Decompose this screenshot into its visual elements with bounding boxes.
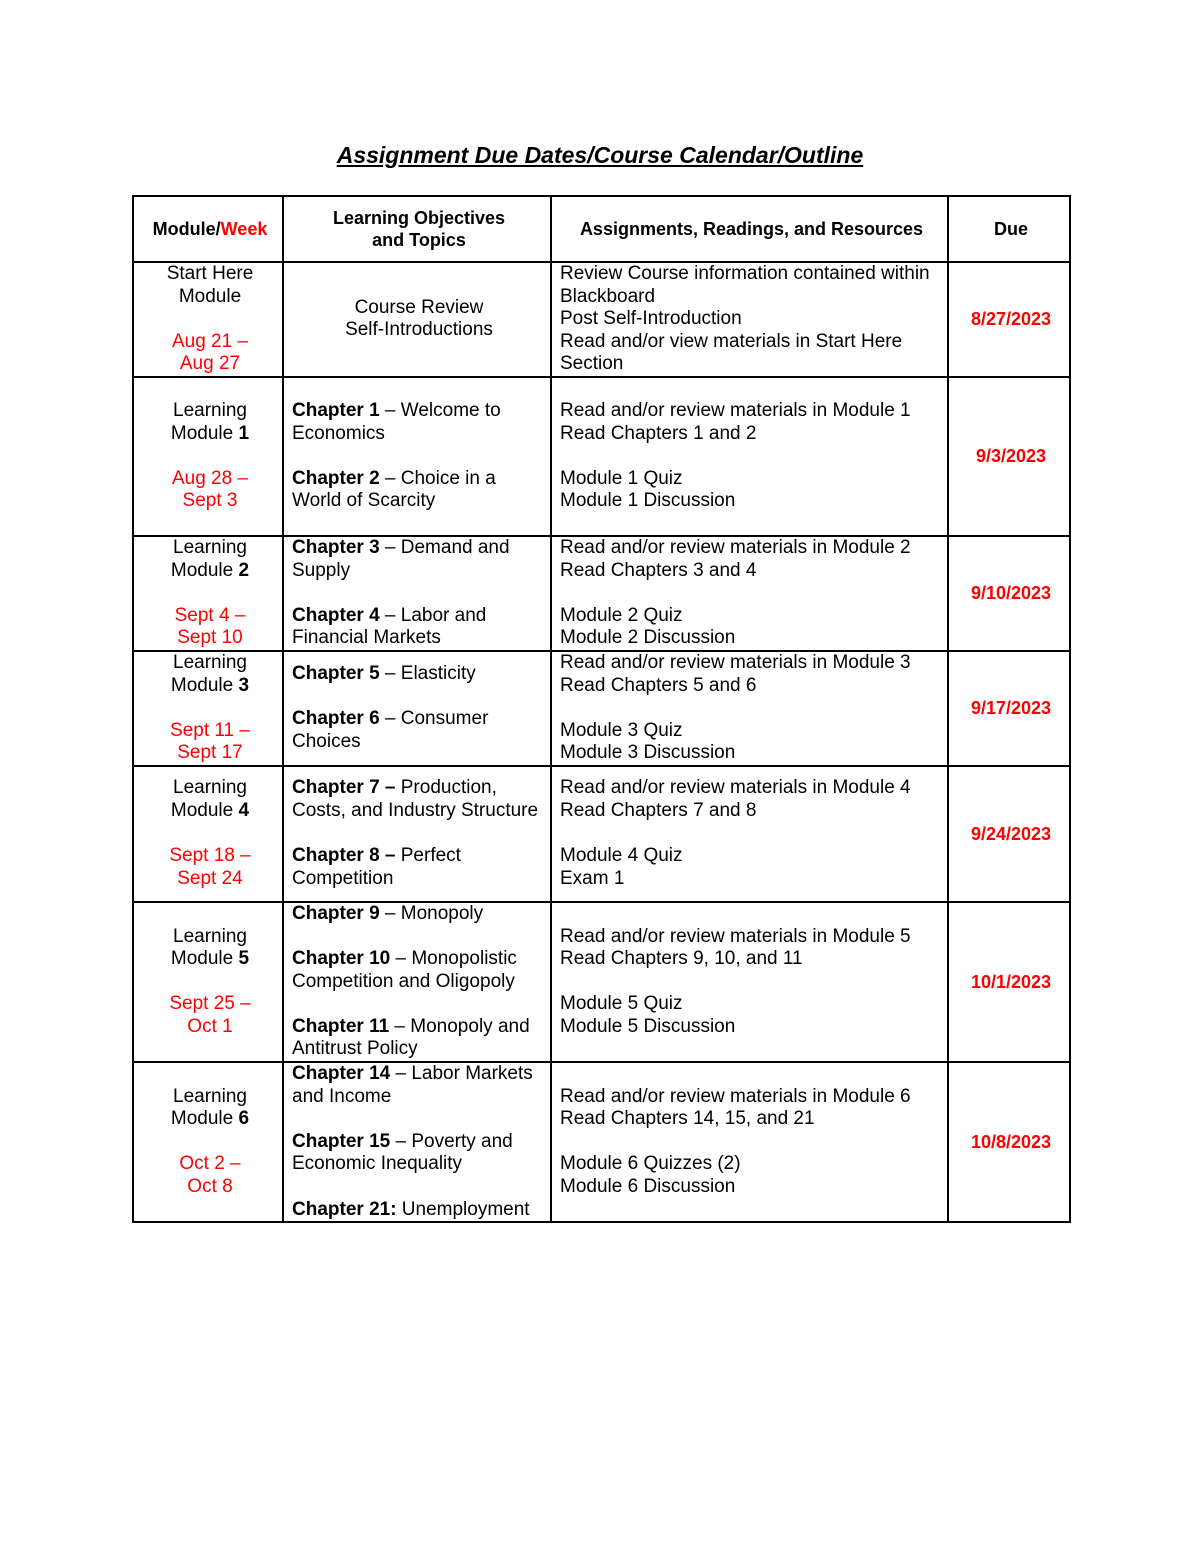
topics-cell: Chapter 7 – Production, Costs, and Industry Structure Chapter 8 – Perfect Competition xyxy=(283,766,551,902)
module-week-cell: Learning Module 4 Sept 18 – Sept 24 xyxy=(133,766,283,902)
table-row xyxy=(133,377,1070,536)
header-objectives: Learning Objectives and Topics xyxy=(283,196,551,262)
topics-cell: Chapter 5 – Elasticity Chapter 6 – Consumer Choices xyxy=(283,651,551,766)
header-due: Due xyxy=(948,196,1070,262)
assignments-cell: Read and/or review materials in Module 5 Read Chapters 9, 10, and 11 Module 5 Quiz Module 5 Discussion xyxy=(551,902,948,1062)
topics-cell: Chapter 3 – Demand and Supply Chapter 4 – Labor and Financial Markets xyxy=(283,536,551,651)
module-week-cell: Start Here Module Aug 21 – Aug 27 xyxy=(133,262,283,377)
module-week-cell: Learning Module 6 Oct 2 – Oct 8 xyxy=(133,1062,283,1222)
page-title: Assignment Due Dates/Course Calendar/Outline xyxy=(336,142,864,168)
due-date: 10/8/2023 xyxy=(948,1062,1070,1222)
due-date: 9/10/2023 xyxy=(948,536,1070,651)
header-assignments: Assignments, Readings, and Resources xyxy=(551,196,948,262)
module-week-cell: Learning Module 1 Aug 28 – Sept 3 xyxy=(133,377,283,536)
module-week-cell: Learning Module 2 Sept 4 – Sept 10 xyxy=(133,536,283,651)
table-row xyxy=(133,262,1070,377)
assignments-cell: Review Course information contained within Blackboard Post Self-Introduction Read and/or view materials in Start Here Section xyxy=(551,262,948,377)
table-row xyxy=(133,902,1070,1062)
assignments-cell: Read and/or review materials in Module 3 Read Chapters 5 and 6 Module 3 Quiz Module 3 Discussion xyxy=(551,651,948,766)
header-module-week: Module/Week xyxy=(133,196,283,262)
due-date: 9/3/2023 xyxy=(948,377,1070,536)
assignments-cell: Read and/or review materials in Module 2 Read Chapters 3 and 4 Module 2 Quiz Module 2 Discussion xyxy=(551,536,948,651)
due-date: 8/27/2023 xyxy=(948,262,1070,377)
table-row xyxy=(133,1062,1070,1222)
due-date: 9/17/2023 xyxy=(948,651,1070,766)
assignments-cell: Read and/or review materials in Module 6 Read Chapters 14, 15, and 21 Module 6 Quizzes (2) Module 6 Discussion xyxy=(551,1062,948,1222)
due-date: 10/1/2023 xyxy=(948,902,1070,1062)
course-calendar-table xyxy=(132,195,1071,1223)
table-row xyxy=(133,766,1070,902)
module-week-cell: Learning Module 5 Sept 25 – Oct 1 xyxy=(133,902,283,1062)
module-week-cell: Learning Module 3 Sept 11 – Sept 17 xyxy=(133,651,283,766)
topics-cell: Course Review Self-Introductions xyxy=(283,262,551,377)
assignments-cell: Read and/or review materials in Module 4 Read Chapters 7 and 8 Module 4 Quiz Exam 1 xyxy=(551,766,948,902)
topics-cell: Chapter 1 – Welcome to Economics Chapter 2 – Choice in a World of Scarcity xyxy=(283,377,551,536)
due-date: 9/24/2023 xyxy=(948,766,1070,902)
table-header-row xyxy=(133,196,1070,262)
table-row xyxy=(133,536,1070,651)
topics-cell: Chapter 9 – Monopoly Chapter 10 – Monopolistic Competition and Oligopoly Chapter 11 – Monopoly and Antitrust Policy xyxy=(283,902,551,1062)
table-row xyxy=(133,651,1070,766)
topics-cell: Chapter 14 – Labor Markets and Income Chapter 15 – Poverty and Economic Inequality Chapter 21: Unemployment xyxy=(283,1062,551,1222)
assignments-cell: Read and/or review materials in Module 1 Read Chapters 1 and 2 Module 1 Quiz Module 1 Discussion xyxy=(551,377,948,536)
